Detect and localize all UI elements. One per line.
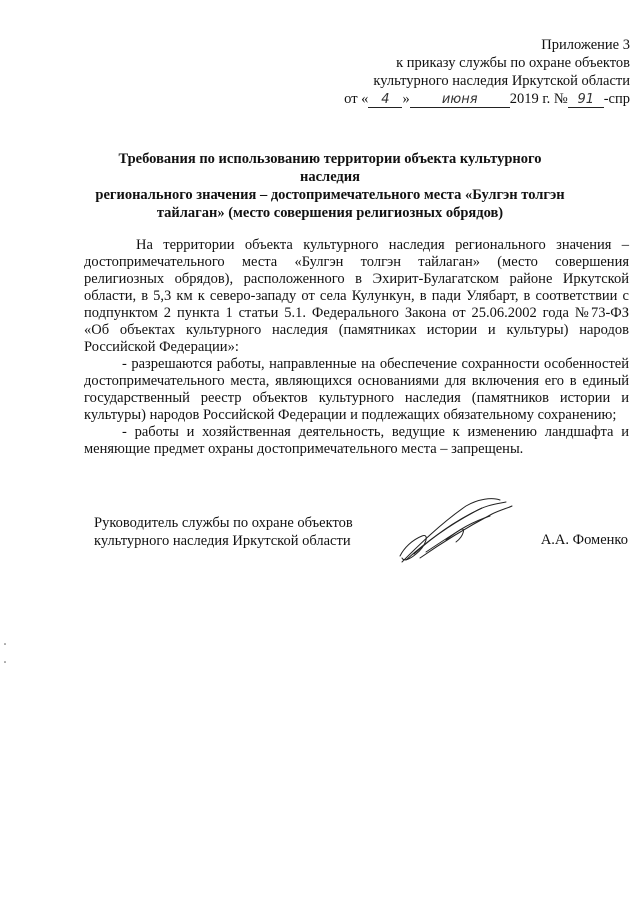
date-mid: » bbox=[402, 91, 410, 107]
appendix-title: Приложение 3 bbox=[541, 37, 630, 53]
order-reference: к приказу службы по охране объектов bbox=[396, 55, 630, 71]
authority-name: культурного наследия Иркутской области bbox=[373, 73, 630, 89]
prohibited-works-item: - работы и хозяйственная деятельность, ведущие к изменению ландшафта и меняющие предмет охраны достопримечательного места – запрещены. bbox=[84, 424, 629, 457]
signatory-position-line-2: культурного наследия Иркутской области bbox=[94, 533, 351, 549]
title-line-3: тайлаган» (место совершения религиозных обрядов) bbox=[156, 205, 504, 221]
date-prefix: от « bbox=[344, 91, 369, 107]
order-date-line bbox=[344, 90, 630, 108]
order-suffix: -спр bbox=[603, 91, 630, 107]
title-line-1: Требования по использованию территории объекта культурного наследия bbox=[118, 151, 542, 185]
order-number: 91 bbox=[568, 93, 604, 108]
document-title bbox=[90, 150, 570, 222]
appendix-header bbox=[344, 36, 630, 108]
order-day: 4 bbox=[368, 93, 402, 108]
signatory-position-line-1: Руководитель службы по охране объектов bbox=[94, 515, 353, 531]
scan-artifact bbox=[0, 640, 10, 680]
order-year: 2019 г. № bbox=[509, 91, 568, 107]
title-line-2: регионального значения – достопримечательного места «Булгэн толгэн bbox=[95, 187, 565, 203]
permitted-works-item: - разрешаются работы, направленные на обеспечение сохранности особенностей достопримечательного места, являющихся основаниями для включения его в единый государственный реестр объектов культурного наследия (памятников истории и культуры) народов Российской Федерации и подлежащих обязательному сохранению; bbox=[84, 356, 629, 423]
document-body bbox=[84, 237, 629, 458]
order-month: июня bbox=[410, 93, 510, 108]
intro-paragraph: На территории объекта культурного наследия регионального значения – достопримечательного места «Булгэн толгэн тайлаган» (место совершения религиозных обрядов), расположенного в Эхирит-Булагатском районе Иркутской области, в 5,3 км к северо-западу от села Кулункун, в пади Улябарт, в соответствии с подпунктом 2 пункта 1 статьи 5.1. Федерального Закона от 25.06.2002 года №73-ФЗ «Об объектах культурного наследия (памятниках истории и культуры) народов Российской Федерации»: bbox=[84, 237, 629, 355]
handwritten-signature bbox=[396, 496, 516, 568]
signatory-position bbox=[94, 514, 353, 550]
signatory-name: А.А. Фоменко bbox=[540, 532, 628, 548]
